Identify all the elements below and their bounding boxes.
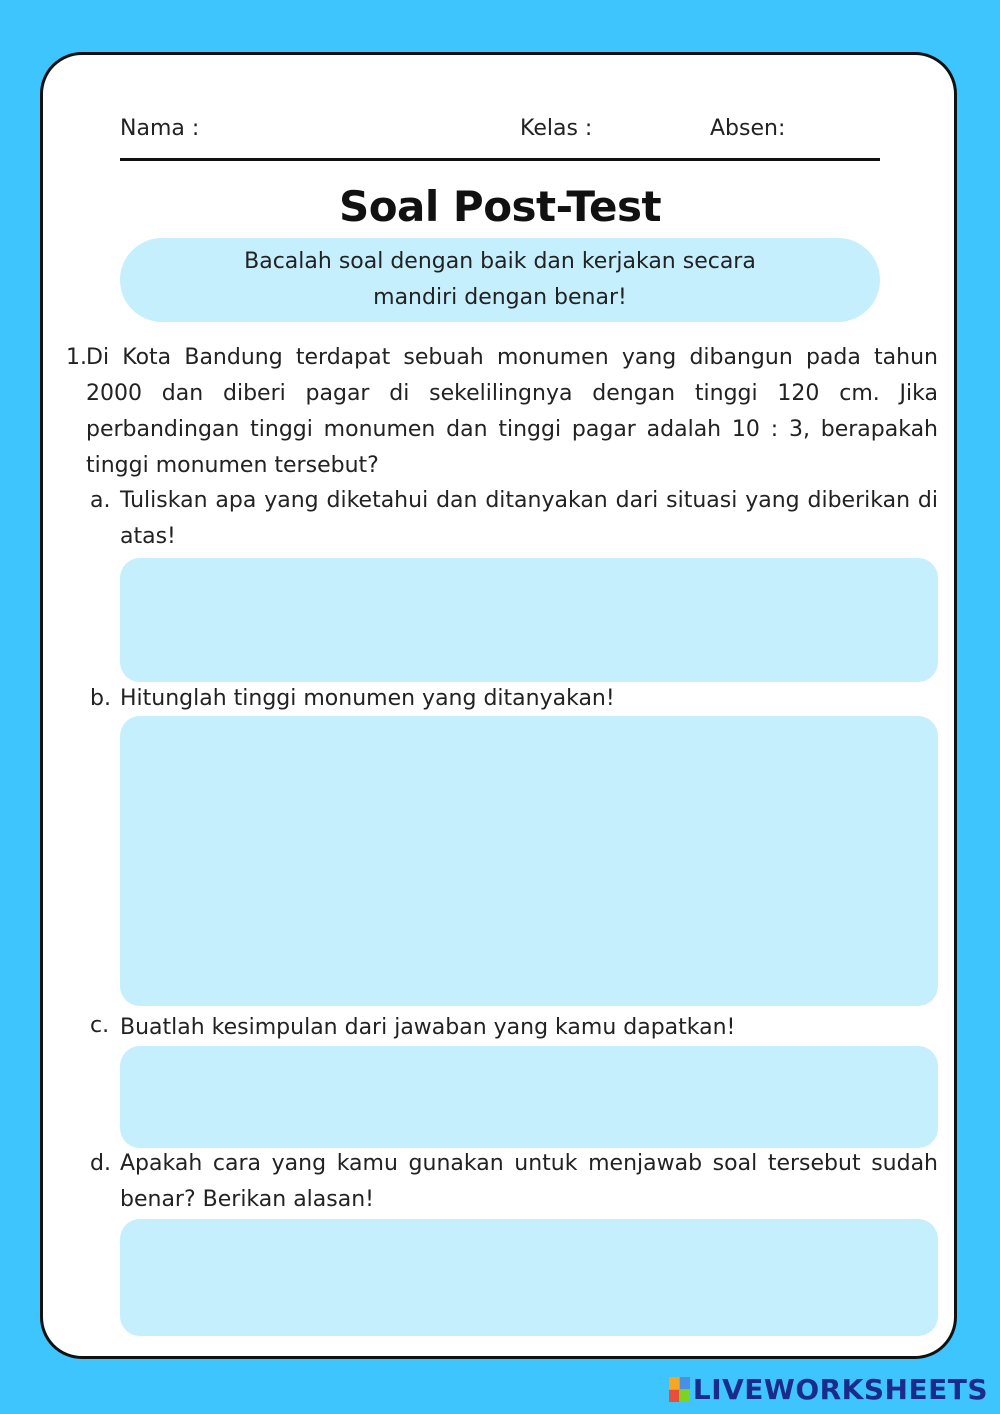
part-b-text: Hitunglah tinggi monumen yang ditanyakan! (120, 686, 615, 711)
part-a-text: Tuliskan apa yang diketahui dan ditanyakan dari situasi yang diberikan di atas! (120, 488, 938, 549)
answer-box-c[interactable] (120, 1046, 938, 1148)
liveworksheets-logo-icon (669, 1377, 691, 1403)
part-a-label: a. (90, 488, 111, 513)
page-title: Soal Post-Test (338, 182, 662, 231)
name-label: Nama : (120, 116, 200, 141)
question-text: Di Kota Bandung terdapat sebuah monumen yang dibangun pada tahun 2000 dan diberi pagar di sekelilingnya dengan tinggi 120 cm. Jika perbandingan tinggi monumen dan tinggi pagar adalah 10 : 3, berapakah tinggi monumen tersebut? (86, 345, 938, 478)
part-c-text: Buatlah kesimpulan dari jawaban yang kamu dapatkan! (120, 1015, 736, 1040)
answer-box-a[interactable] (120, 558, 938, 682)
part-d-text: Apakah cara yang kamu gunakan untuk menjawab soal tersebut sudah benar? Berikan alasan! (120, 1151, 938, 1212)
liveworksheets-brand (669, 1373, 988, 1406)
class-label: Kelas : (520, 116, 593, 141)
part-b-label: b. (90, 686, 111, 711)
header-divider (120, 158, 880, 161)
part-c-label: c. (90, 1013, 110, 1038)
answer-box-d[interactable] (120, 1219, 938, 1336)
question-number: 1. (66, 345, 87, 370)
brand-text: LIVEWORKSHEETS (692, 1373, 988, 1406)
part-d-label: d. (90, 1151, 111, 1176)
instruction-line-1: Bacalah soal dengan baik dan kerjakan secara (244, 249, 756, 274)
instruction-line-2: mandiri dengan benar! (373, 285, 627, 310)
instruction-banner (120, 238, 880, 322)
answer-box-b[interactable] (120, 716, 938, 1006)
absence-label: Absen: (710, 116, 786, 141)
